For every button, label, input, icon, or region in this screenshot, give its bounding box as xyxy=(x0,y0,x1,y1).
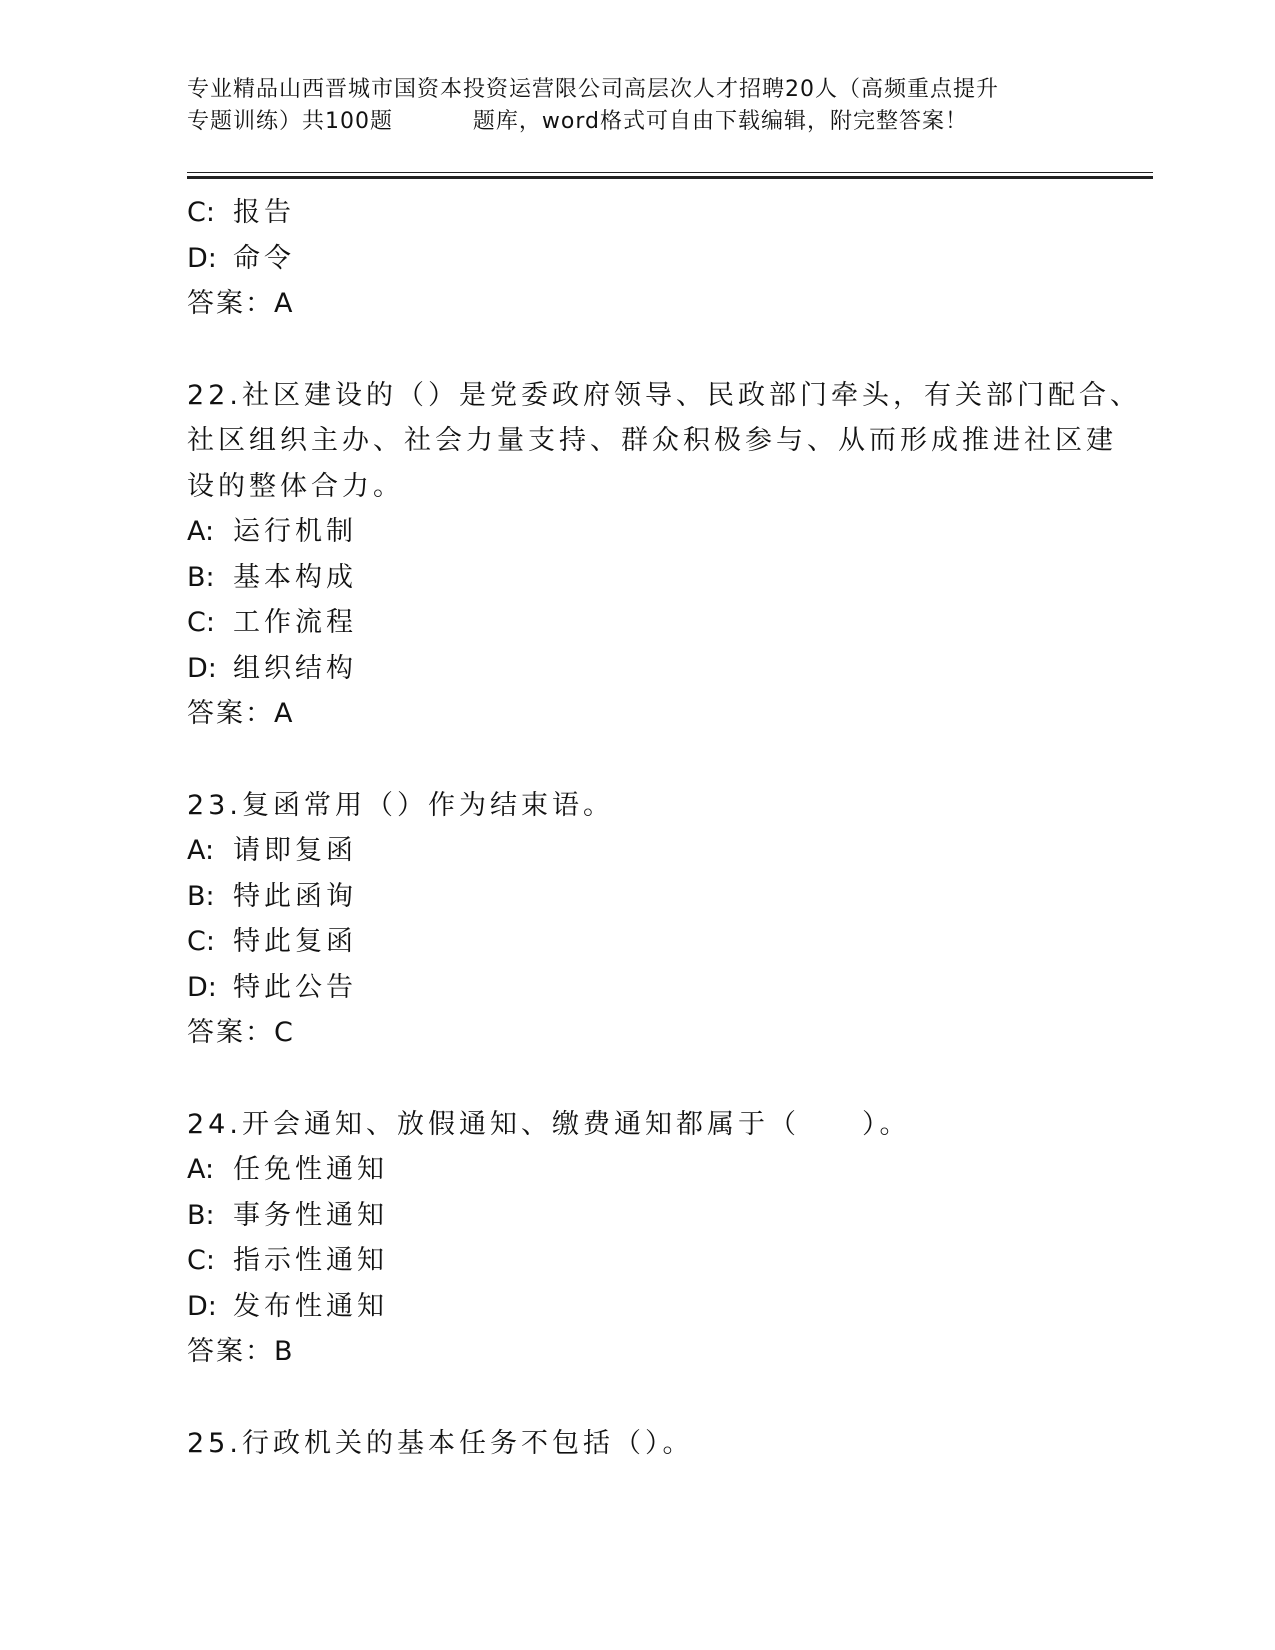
answer: 答案：A xyxy=(187,698,295,729)
question-content xyxy=(187,190,1141,1466)
option-text: 特此公告 xyxy=(233,971,357,1003)
option-d xyxy=(187,1284,1087,1330)
option-text: 特此复函 xyxy=(233,926,357,957)
option-text: 发布性通知 xyxy=(233,1290,388,1322)
option-b xyxy=(187,874,1087,920)
option-label: D: xyxy=(187,1290,217,1322)
option-d xyxy=(187,965,1087,1011)
option-c xyxy=(187,919,1087,965)
answer: 答案：B xyxy=(187,1336,295,1367)
option-a xyxy=(187,828,1087,874)
option-label: A: xyxy=(187,835,215,866)
option-d xyxy=(187,236,1087,282)
option-text: 基本构成 xyxy=(233,561,357,593)
option-text: 请即复函 xyxy=(233,835,357,866)
option-c xyxy=(187,600,1087,646)
option-text: 特此函询 xyxy=(233,880,357,912)
option-text: 报告 xyxy=(233,197,295,228)
option-label: B: xyxy=(187,880,215,912)
option-label: C: xyxy=(187,197,215,228)
option-text: 组织结构 xyxy=(233,652,357,684)
option-label: D: xyxy=(187,242,217,274)
option-b xyxy=(187,555,1087,601)
option-d xyxy=(187,646,1087,692)
option-label: A: xyxy=(187,516,215,547)
option-label: C: xyxy=(187,926,215,957)
answer: 答案：C xyxy=(187,1017,295,1048)
option-a xyxy=(187,1147,1087,1193)
option-a xyxy=(187,509,1087,555)
question-22-line-3: 设的整体合力。 xyxy=(187,470,404,502)
option-label: C: xyxy=(187,1245,215,1276)
option-text: 指示性通知 xyxy=(233,1245,388,1276)
option-label: C: xyxy=(187,607,215,638)
answer: 答案：A xyxy=(187,288,295,319)
option-label: D: xyxy=(187,652,217,684)
option-text: 工作流程 xyxy=(233,607,357,638)
option-label: D: xyxy=(187,971,217,1003)
option-label: B: xyxy=(187,1199,215,1231)
option-text: 运行机制 xyxy=(233,516,357,547)
header-divider-thin xyxy=(187,172,1153,173)
question-22-line-1: 22.社区建设的（）是党委政府领导、民政部门牵头，有关部门配合、 xyxy=(187,379,1141,411)
question-22-line-2: 社区组织主办、社会力量支持、群众积极参与、从而形成推进社区建 xyxy=(187,425,1117,456)
option-b xyxy=(187,1193,1087,1239)
option-c xyxy=(187,1238,1087,1284)
header-divider-thick xyxy=(187,176,1153,179)
option-text: 任免性通知 xyxy=(233,1154,388,1185)
header-title-line-2: 专题训练）共100题 题库，word格式可自由下载编辑，附完整答案！ xyxy=(187,109,969,134)
question-24-text: 24.开会通知、放假通知、缴费通知都属于（ ）。 xyxy=(187,1108,911,1140)
option-text: 事务性通知 xyxy=(233,1199,388,1231)
option-c xyxy=(187,190,1087,236)
option-text: 命令 xyxy=(233,242,295,274)
question-25-text: 25.行政机关的基本任务不包括（）。 xyxy=(187,1427,694,1459)
header-title-line-1: 专业精品山西晋城市国资本投资运营限公司高层次人才招聘20人（高频重点提升 xyxy=(187,77,999,102)
option-label: B: xyxy=(187,561,215,593)
question-23-text: 23.复函常用（）作为结束语。 xyxy=(187,789,614,821)
option-label: A: xyxy=(187,1154,215,1185)
document-header xyxy=(187,74,1087,138)
